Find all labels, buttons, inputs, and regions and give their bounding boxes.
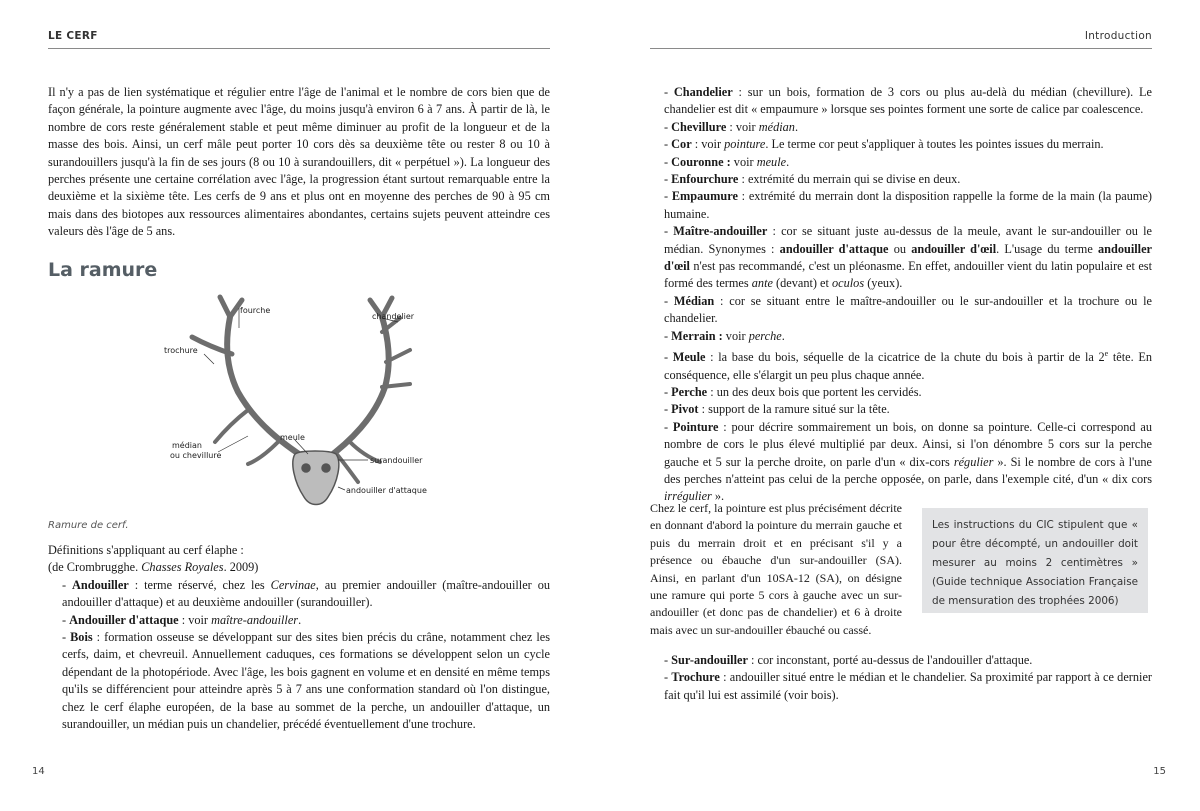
def-cor: - Cor : voir pointure. Le terme cor peut s'appliquer à toutes les pointes issues du merrain. xyxy=(664,137,1104,152)
running-head-right: Introduction xyxy=(1084,30,1152,42)
header-rule-right xyxy=(650,48,1152,49)
label-median: médian xyxy=(172,441,202,450)
page-number-right: 15 xyxy=(1153,766,1166,777)
defs-intro-2: (de Crombrugghe. Chasses Royales. 2009) xyxy=(48,560,259,575)
def-pointure: - Pointure : pour décrire sommairement un bois, on donne sa pointure. Celle-ci correspond au nombre de cors le plus élevé multiplié par deux. Ainsi, si l'on dénombre 5 cors sur la perche gauche et 5 sur la perche droite, on parle d'un « dix-cors régulier ». Si le nombre de cors à l'une des perches n'atteint pas celui de la perche opposée, on parle, dans l'exemple cité, d'un « dix cors irrégulier ». xyxy=(664,419,1152,504)
header-rule xyxy=(48,48,550,49)
intro-paragraph xyxy=(48,84,550,241)
antler-figure xyxy=(160,292,450,517)
label-andouiller-attaque: andouiller d'attaque xyxy=(346,486,427,495)
right-page xyxy=(600,0,1200,811)
pointure-text: Chez le cerf, la pointure est plus précisément décrite en donnant d'abord la pointure du merrain gauche et puis du merrain droit et en précisant s'il y a présence ou ébauche d'un sur-andouiller (SA). Ainsi, en parlant d'un 10SA-12 (SA), on désigne une ramure qui porte 5 cors à gauche avec un sur-andouiller (et donc pas de chandelier) et 6 à droite mais avec un sur-andouiller ébauché ou cassé. xyxy=(650,501,902,637)
def-andouiller: - Andouiller : terme réservé, chez les Cervinae, au premier andouiller (maître-andouiller ou andouiller d'attaque) et au deuxième andouiller (surandouiller). xyxy=(62,577,550,610)
def-bois: - Bois : formation osseuse se développant sur des sites bien précis du crâne, notamment chez les cerfs, daim, et chevreuil. Annuellement caduques, ces formations se développent selon un cycle dépendant de la photopériode. Avec l'âge, les bois gagnent en volume et en densité en même temps qu'ils se différencient pour atteindre après 5 à 7 ans une conformation standard où l'on distingue, chez le cerf élaphe européen, de la base au sommet de la perche, un andouiller d'attaque, un surandouiller, un médian puis un chandelier, précédé éventuellement d'une trochure. xyxy=(62,630,550,732)
def-empaumure: - Empaumure : extrémité du merrain dont la disposition rappelle la forme de la main (la paume) humaine. xyxy=(664,189,1152,221)
def-sur-andouiller: - Sur-andouiller : cor inconstant, porté au-dessus de l'andouiller d'attaque. xyxy=(664,653,1033,667)
def-enfourchure: - Enfourchure : extrémité du merrain qui se divise en deux. xyxy=(664,172,961,187)
page-number-left: 14 xyxy=(32,766,45,777)
section-heading: La ramure xyxy=(48,259,158,281)
definitions-right-end xyxy=(650,652,1152,704)
label-median-2: ou chevillure xyxy=(170,451,222,460)
figure-caption: Ramure de cerf. xyxy=(48,520,129,531)
def-pivot: - Pivot : support de la ramure situé sur la tête. xyxy=(664,402,890,417)
cic-note-box xyxy=(922,508,1148,613)
def-chevillure: - Chevillure : voir médian. xyxy=(664,119,799,134)
skull-drawing xyxy=(293,451,339,505)
def-chandelier: - Chandelier : sur un bois, formation de 3 cors ou plus au-delà du médian (chevillure). Le chandelier est dit « empaumure » lorsque ses pointes forment une sorte de calice par coalescence. xyxy=(664,85,1152,117)
def-maitre-andouiller: - Maître-andouiller : cor se situant juste au-dessus de la meule, avant le sur-andouiller ou le médian. Synonymes : andouiller d'attaque ou andouiller d'œil. L'usage du terme andouiller d'œil n'est pas recommandé, c'est un pléonasme. En effet, andouiller vient du latin populaire et est formé des termes ante (devant) et oculos (yeux). xyxy=(664,224,1152,291)
cic-note-text: Les instructions du CIC stipulent que « pour être décompté, un andouiller doit mesurer au moins 2 centimètres » (Guide technique Association Française de mensuration des trophées 2006) xyxy=(932,519,1138,607)
definitions-left xyxy=(48,542,550,733)
definitions-right xyxy=(650,84,1152,506)
defs-intro-1: Définitions s'appliquant au cerf élaphe : xyxy=(48,543,244,557)
label-trochure: trochure xyxy=(164,346,198,355)
def-meule: - Meule : la base du bois, séquelle de la cicatrice de la chute du bois à partir de la 2e tête. En conséquence, elle s'élargit un peu plus chaque année. xyxy=(664,349,1152,382)
def-trochure: - Trochure : andouiller situé entre le médian et le chandelier. Sa proximité par rapport à ce dernier fait qu'il lui est assimilé (voir bois). xyxy=(664,670,1152,702)
def-andouiller-attaque: - Andouiller d'attaque : voir maître-andouiller. xyxy=(62,612,302,627)
label-surandouiller: surandouiller xyxy=(370,456,423,465)
label-meule: meule xyxy=(280,433,305,442)
label-chandelier: chandelier xyxy=(372,312,415,321)
label-fourche: fourche xyxy=(240,306,271,315)
def-perche: - Perche : un des deux bois que portent les cervidés. xyxy=(664,385,922,399)
def-couronne: - Couronne : voir meule. xyxy=(664,154,790,169)
pointure-paragraph xyxy=(650,500,902,639)
def-merrain: - Merrain : voir perche. xyxy=(664,328,785,343)
intro-text: Il n'y a pas de lien systématique et régulier entre l'âge de l'animal et le nombre de cors bien que de façon générale, la pointure augmente avec l'âge, du moins jusqu'à environ 6 à 7 ans. À partir de là, le nombre de cors reste généralement stable et peut même diminuer au profit de la longueur et de la masse des bois. Ainsi, un cerf mâle peut porter 10 cors dès sa deuxième tête ou rester 8 ou 10 à surandouillers jusqu'à la fin de ses jours (8 ou 10 à surandouillers, dit « perpétuel »). La longueur des perches présente une certaine corrélation avec l'âge, la progression étant surtout remarquable entre la deuxième et la sixième tête. Les cerfs de 9 ans et plus ont en moyenne des perches de 90 à 95 cm mais dans des biotopes aux ressources alimentaires abondantes, certains sujets peuvent atteindre ces valeurs dès l'âge de 5 ans. xyxy=(48,85,550,239)
def-median: - Médian : cor se situant entre le maître-andouiller ou le sur-andouiller et la trochure ou le chandelier. xyxy=(664,293,1152,326)
running-head-left: LE CERF xyxy=(48,30,98,42)
